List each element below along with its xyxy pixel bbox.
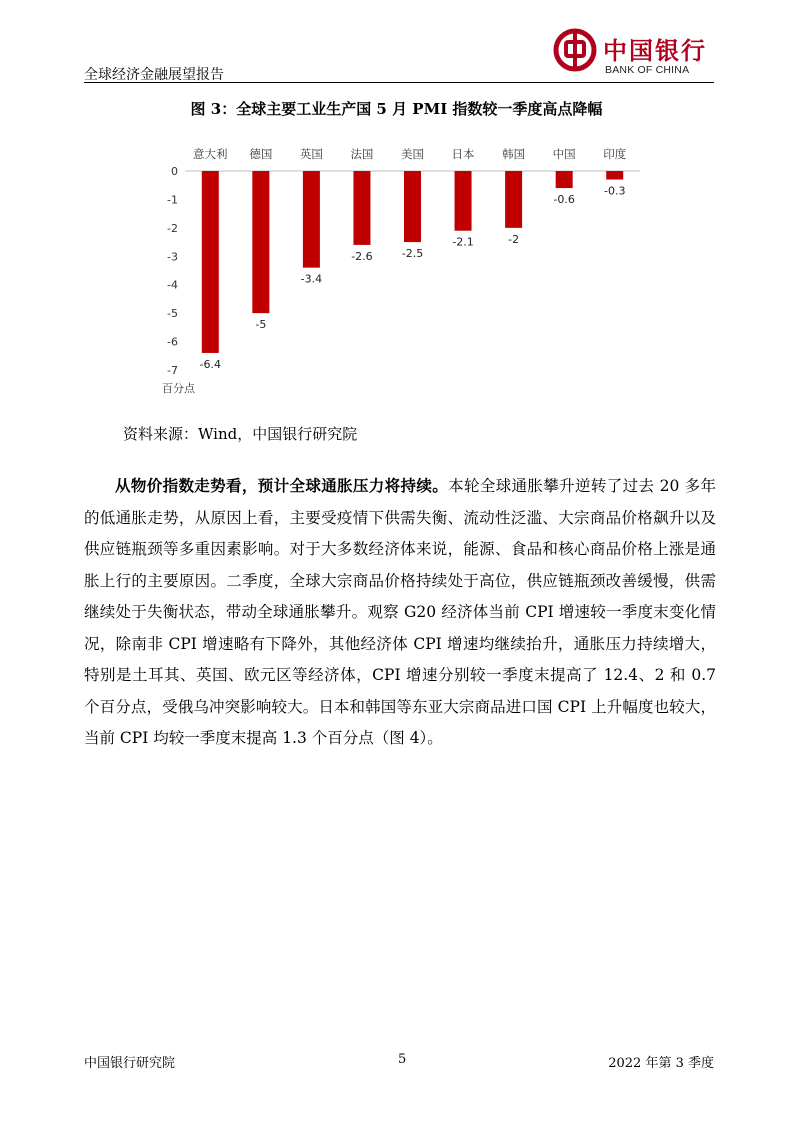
y-tick-label: -2 [167, 221, 178, 235]
y-axis-label: 百分点 [162, 382, 195, 395]
category-label: 德国 [249, 147, 273, 161]
bar-8 [556, 171, 573, 188]
figure-title: 图 3：全球主要工业生产国 5 月 PMI 指数较一季度高点降幅 [190, 100, 603, 118]
bar-5 [404, 171, 421, 242]
category-label: 印度 [603, 147, 627, 161]
y-tick-label: -4 [167, 278, 178, 292]
footer-institute: 中国银行研究院 [84, 1056, 176, 1071]
value-label: -5 [255, 318, 267, 332]
category-label: 美国 [401, 147, 424, 161]
bar-9 [606, 171, 623, 180]
bar-1 [202, 171, 219, 353]
paragraph-lead: 从物价指数走势看，预计全球通胀压力将持续。 [115, 476, 449, 495]
value-label: -2 [508, 232, 520, 246]
report-title: 全球经济金融展望报告 [84, 67, 224, 83]
bar-6 [455, 171, 472, 231]
y-tick-label: -7 [167, 364, 178, 377]
bar-3 [303, 171, 320, 268]
bar-7 [505, 171, 522, 228]
paragraph-text: 本轮全球通胀攀升逆转了过去 20 多年的低通胀走势，从原因上看，主要受疫情下供需失衡、流动性泛滥、大宗商品价格飙升以及供应链瓶颈等多重因素影响。对于大多数经济体来说，能源、食品和核心商品价格上涨是通胀上行的主要原因。二季度，全球大宗商品价格持续处于高位，供应链瓶颈改善缓慢，供需继续处于失衡状态，带动全球通胀攀升。观察 G20 经济体当前 CPI 增速较一季度末变化情况，除南非 CPI 增速略有下降外，其他经济体 CPI 增速均继续抬升，通胀压力持续增大，特别是土耳其、英国、欧元区等经济体，CPI 增速分别较一季度末提高了 12.4、2 和 0.7 个百分点，受俄乌冲突影响较大。日本和韩国等东亚大宗商品进口国 CPI 上升幅度也较大，当前 CPI 均较一季度末提高 1.3 个百分点（图 4）。 [84, 477, 716, 747]
page-number: 5 [398, 1052, 407, 1067]
value-label: -6.4 [199, 357, 222, 371]
figure-source: 资料来源：Wind，中国银行研究院 [123, 425, 358, 443]
category-label: 日本 [451, 147, 475, 161]
footer-period: 2022 年第 3 季度 [608, 1056, 714, 1071]
y-tick-label: -1 [167, 193, 178, 207]
y-tick-label: 0 [171, 165, 178, 178]
value-label: -2.1 [452, 235, 474, 249]
y-tick-label: -6 [167, 335, 178, 349]
value-label: -0.6 [553, 193, 575, 207]
category-label: 法国 [350, 147, 374, 161]
category-label: 中国 [552, 147, 576, 161]
y-tick-label: -5 [167, 307, 178, 321]
value-label: -2.6 [351, 249, 373, 263]
category-label: 韩国 [502, 147, 526, 161]
header-divider [84, 82, 714, 83]
category-label: 英国 [299, 147, 323, 161]
logo-chinese-name: 中国银行 [603, 36, 707, 65]
bar-4 [353, 171, 370, 245]
pmi-decline-bar-chart [150, 140, 650, 400]
category-label: 意大利 [193, 147, 228, 161]
bank-of-china-emblem-icon [553, 28, 597, 72]
logo-english-name: BANK OF CHINA [605, 64, 690, 76]
chart-bar-layer [200, 171, 626, 371]
value-label: -2.5 [401, 247, 424, 261]
bank-logo [553, 28, 713, 80]
body-paragraph [84, 470, 716, 755]
value-label: -3.4 [300, 272, 323, 286]
y-tick-label: -3 [167, 250, 178, 264]
value-label: -0.3 [603, 184, 626, 198]
bar-2 [252, 171, 269, 313]
